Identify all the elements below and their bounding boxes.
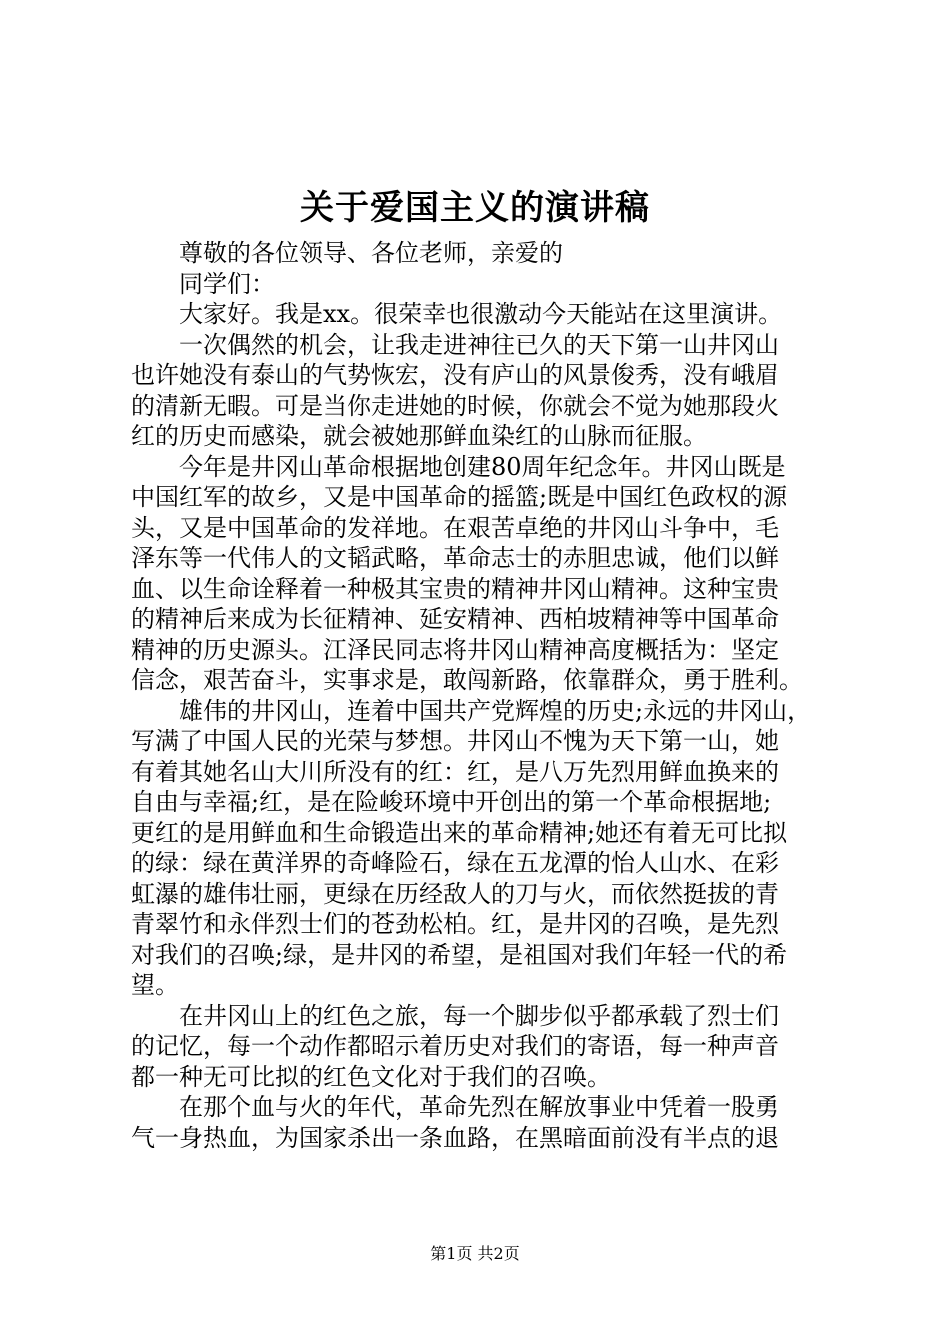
- text-line: 今年是井冈山革命根据地创建80周年纪念年。井冈山既是: [179, 452, 786, 481]
- text-line: 虹瀑的雄伟壮丽，更绿在历经敌人的刀与火，而依然挺拔的青: [131, 879, 779, 908]
- text-line: 在井冈山上的红色之旅，每一个脚步似乎都承载了烈士们: [179, 1001, 779, 1030]
- text-line: 的精神后来成为长征精神、延安精神、西柏坡精神等中国革命: [131, 605, 779, 633]
- text-line: 对我们的召唤;绿，是井冈的希望，是祖国对我们年轻一代的希: [131, 940, 788, 969]
- text-line: 在那个血与火的年代，革命先烈在解放事业中凭着一股勇: [179, 1093, 779, 1121]
- text-line: 红的历史而感染，就会被她那鲜血染红的山脉而征服。: [131, 422, 707, 450]
- text-line: 更红的是用鲜血和生命锻造出来的革命精神;她还有着无可比拟: [131, 818, 788, 847]
- text-line: 有着其她名山大川所没有的红：红，是八万先烈用鲜血换来的: [131, 757, 779, 786]
- text-line: 气一身热血，为国家杀出一条血路，在黑暗面前没有半点的退: [131, 1123, 779, 1152]
- text-line: 信念，艰苦奋斗，实事求是，敢闯新路，依靠群众，勇于胜利。: [131, 666, 803, 694]
- text-line: 一次偶然的机会，让我走进神往已久的天下第一山井冈山: [179, 330, 779, 359]
- text-line: 头，又是中国革命的发祥地。在艰苦卓绝的井冈山斗争中，毛: [131, 513, 779, 542]
- text-line: 的绿：绿在黄洋界的奇峰险石，绿在五龙潭的怡人山水、在彩: [131, 849, 779, 877]
- text-line: 自由与幸福;红，是在险峻环境中开创出的第一个革命根据地;: [131, 788, 772, 816]
- document-body: [131, 238, 831, 1153]
- text-line: 精神的历史源头。江泽民同志将井冈山精神高度概括为：坚定: [131, 635, 779, 664]
- text-line: 也许她没有泰山的气势恢宏，没有庐山的风景俊秀，没有峨眉: [131, 361, 779, 389]
- text-line: 写满了中国人民的光荣与梦想。井冈山不愧为天下第一山，她: [131, 727, 779, 755]
- text-line: 尊敬的各位领导、各位老师，亲爱的: [179, 239, 563, 267]
- text-line: 中国红军的故乡，又是中国革命的摇篮;既是中国红色政权的源: [131, 483, 788, 511]
- text-line: 大家好。我是xx。很荣幸也很激动今天能站在这里演讲。: [179, 300, 783, 328]
- text-line: 血、以生命诠释着一种极其宝贵的精神井冈山精神。这种宝贵: [131, 574, 779, 603]
- text-line: 雄伟的井冈山，连着中国共产党辉煌的历史;永远的井冈山，: [179, 696, 812, 725]
- text-line: 都一种无可比拟的红色文化对于我们的召唤。: [131, 1062, 611, 1091]
- text-line: 的清新无暇。可是当你走进她的时候，你就会不觉为她那段火: [131, 391, 779, 420]
- text-line: 青翠竹和永伴烈士们的苍劲松柏。红，是井冈的召唤，是先烈: [131, 910, 779, 938]
- text-line: 望。: [131, 971, 179, 999]
- text-line: 同学们：: [179, 269, 275, 298]
- page-footer: 第1页 共2页: [430, 1244, 520, 1263]
- page-title: 关于爱国主义的演讲稿: [300, 188, 650, 228]
- text-line: 的记忆，每一个动作都昭示着历史对我们的寄语，每一种声音: [131, 1032, 779, 1060]
- text-line: 泽东等一代伟人的文韬武略，革命志士的赤胆忠诚，他们以鲜: [131, 544, 779, 572]
